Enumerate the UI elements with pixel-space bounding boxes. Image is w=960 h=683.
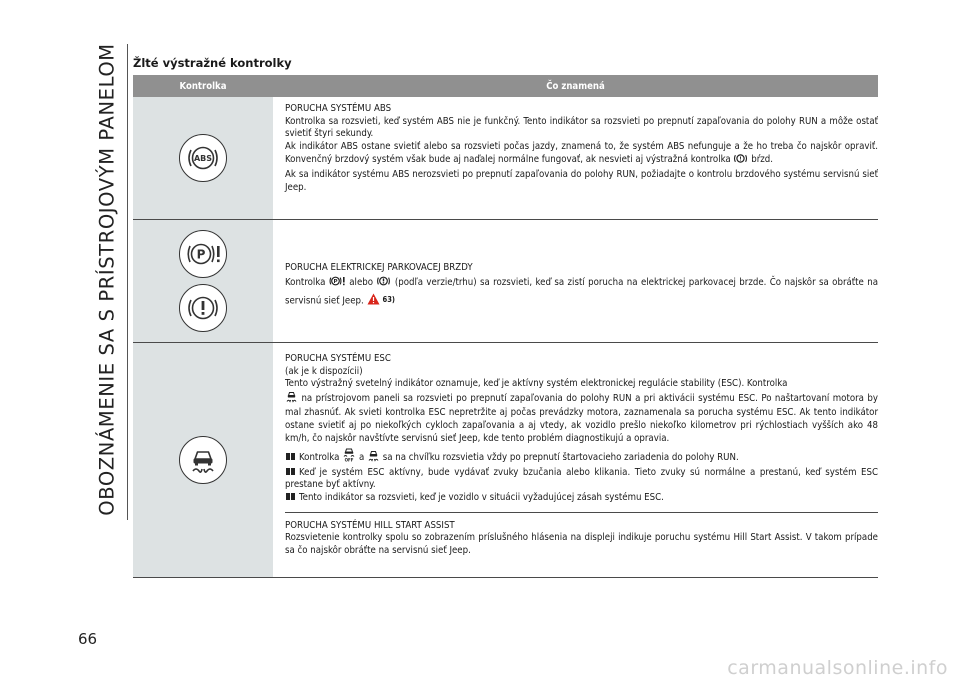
paragraph: Ak indikátor ABS ostane svietiť alebo sa rozsvieti počas jazdy, znamená to, že systém ABS nefunguje a že ho treba čo najskôr opraviť. Konvenčný brzdový systém však bude aj naďalej normálne fungovať, ak nesvieti aj výstražná kontrolka ! bŕzd.: [285, 141, 878, 169]
paragraph: Kontrolka P alebo (podľa verzie/trhu) sa rozsvieti, keď sa zistí porucha na elektrickej parkovacej brzde. Čo najskôr sa obráťte na servisnú sieť Jeep. 63): [285, 276, 879, 307]
side-rule: [127, 44, 128, 520]
warning-lights-table: [133, 75, 878, 578]
warning-reference: 63): [367, 292, 395, 307]
paragraph: Tento výstražný svetelný indikátor oznamuje, keď je aktívny systém elektronickej regulácie stability (ESC). Kontrolka na prístrojovom paneli sa rozsvieti po prepnutí zapaľovania do polohy RUN a pri aktivácii systému ESC. Po naštartovaní motora by mal zhasnúť. Ak svieti kontrolka ESC nepretržite aj počas prevádzky motora, zaznamenala sa porucha systému ESC. Ak tento indikátor ostane svietiť aj po niekoľkých cykloch zapaľovania a aj vtedy, ak vozidlo prešlo niekoľko kilometrov pri rýchlostiach vyšších ako 48 km/h, čo najskôr navštívte servisnú sieť Jeep, kde tento problém diagnostikujú a opravia.: [285, 378, 878, 444]
brake-fault-icon: [179, 284, 227, 332]
paragraph: Ak sa indikátor systému ABS nerozsvieti po prepnutí zapaľovania do polohy RUN, požiadajte o kontrolu brzdového systému servisnú sieť Jeep.: [285, 168, 878, 193]
book-note-icon: [285, 492, 296, 501]
description-cell: [273, 343, 878, 577]
svg-text:!: !: [739, 157, 743, 164]
description-cell: [273, 220, 878, 342]
note-item: Tento indikátor sa rozsvieti, keď je vozidlo v situácii vyžadujúcej zásah systému ESC.: [285, 492, 878, 505]
svg-text:ABS: ABS: [193, 154, 213, 163]
abs-warning-icon: [179, 134, 227, 182]
svg-text:OFF: OFF: [344, 457, 354, 463]
section-title: Žlté výstražné kontrolky: [133, 56, 292, 70]
row-title: PORUCHA SYSTÉMU ESC: [285, 353, 391, 364]
row-title: PORUCHA SYSTÉMU HILL START ASSIST: [285, 519, 455, 531]
table-row-esc: [133, 343, 878, 578]
paragraph: Kontrolka sa rozsvieti, keď systém ABS nie je funkčný. Tento indikátor sa rozsvieti po prepnutí zapaľovania do polohy RUN a môže ostať svietiť štyri sekundy.: [285, 115, 878, 140]
esc-icon: [179, 436, 227, 484]
esc-small-icon: [367, 450, 380, 467]
page-number: 66: [78, 630, 98, 648]
watermark: carmanualsonline.info: [727, 657, 948, 679]
icon-cell: [133, 343, 273, 577]
header-col-kontrolka: Kontrolka: [179, 80, 227, 92]
book-note-icon: [285, 452, 296, 461]
icon-cell: [133, 220, 273, 342]
esc-off-small-icon: [342, 448, 356, 467]
note-item: Keď je systém ESC aktívny, bude vydávať zvuky bzučania alebo klikania. Tieto zvuky sú normálne a prestanú, keď systém ESC prestane byť aktívny.: [285, 466, 878, 491]
svg-text:P: P: [196, 247, 206, 262]
row-subtitle: (ak je k dispozícii): [285, 365, 363, 377]
row-title: PORUCHA SYSTÉMU ABS: [285, 103, 392, 114]
brake-warning-icon: [733, 153, 748, 169]
sub-divider: [285, 512, 878, 513]
parking-brake-warning-icon: [179, 230, 227, 278]
parking-brake-small-icon: [329, 275, 346, 292]
table-header: [133, 75, 878, 97]
esc-small-icon: [285, 391, 298, 408]
row-title: PORUCHA ELEKTRICKEJ PARKOVACEJ BRZDY: [285, 261, 473, 273]
warning-triangle-icon: [367, 293, 380, 305]
paragraph: Rozsvietenie kontrolky spolu so zobrazením príslušného hlásenia na displeji indikuje poruchu systému Hill Start Assist. V takom prípade sa čo najskôr obráťte na servisnú sieť Jeep.: [285, 532, 878, 556]
svg-text:P: P: [333, 278, 338, 285]
table-row-parking-brake: [133, 220, 878, 343]
note-item: Kontrolka OFF a sa na chvíľku rozsvietia vždy po prepnutí štartovacieho zariadenia do polohy RUN.: [285, 448, 878, 467]
brake-fault-small-icon: [376, 275, 391, 292]
description-cell: [273, 97, 878, 219]
table-row-abs: [133, 97, 878, 220]
icon-cell: [133, 97, 273, 219]
header-col-meaning: Čo znamená: [546, 80, 605, 92]
side-chapter-title: OBOZNÁMENIE SA S PRÍSTROJOVÝM PANELOM: [95, 42, 119, 516]
book-note-icon: [285, 467, 296, 476]
